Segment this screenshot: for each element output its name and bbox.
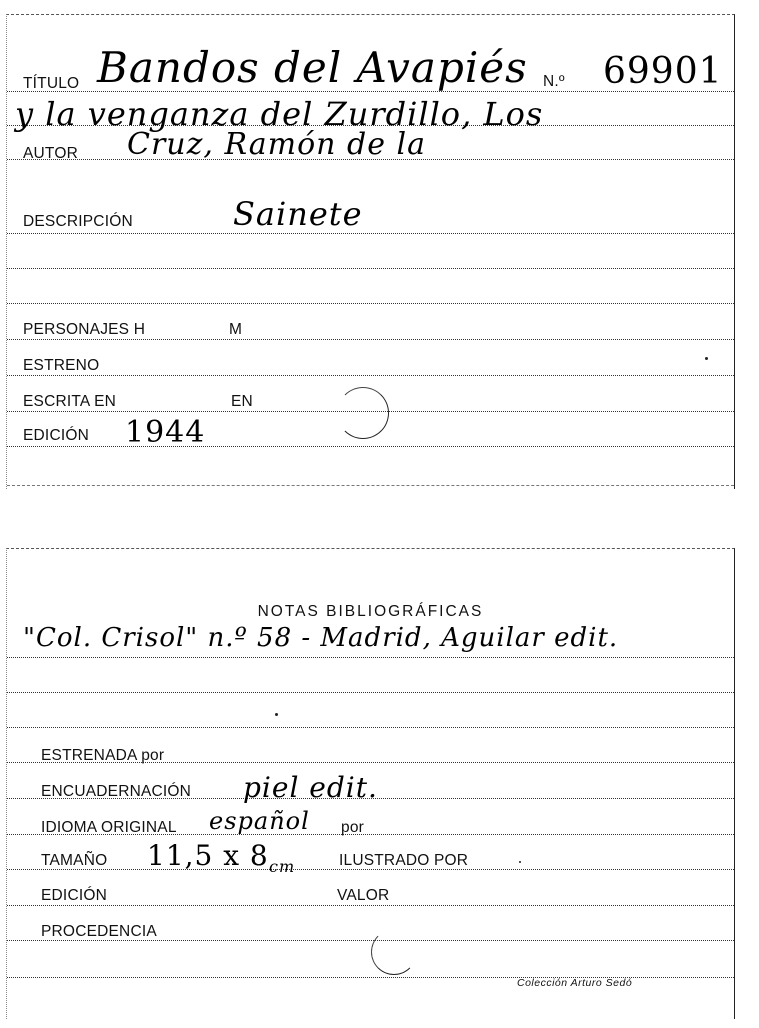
ruled-line (7, 375, 734, 376)
ruled-line (7, 692, 734, 693)
tamano-value: 11,5 x 8 (147, 839, 269, 872)
tamano-unit: cm (269, 857, 296, 876)
edicion-label: EDICIÓN (41, 887, 107, 904)
titulo-value: Bandos del Avapiés (97, 43, 528, 92)
idioma-value: español (209, 807, 310, 835)
titulo-value-continued: y la venganza del Zurdillo, Los (15, 95, 544, 133)
idioma-por-label: por (341, 819, 365, 836)
descripcion-label: DESCRIPCIÓN (23, 213, 133, 230)
personajes-label: PERSONAJES H (23, 321, 146, 338)
collection-stamp: Colección Arturo Sedó (517, 977, 633, 989)
edicion-label: EDICIÓN (23, 427, 89, 444)
notas-value: "Col. Crisol" n.º 58 - Madrid, Aguilar edit. (23, 623, 619, 653)
notas-bibliograficas-title: NOTAS BIBLIOGRÁFICAS (257, 603, 484, 620)
encuadernacion-value: piel edit. (243, 771, 378, 804)
card-bottom-edge (7, 485, 734, 486)
escrita-en-label: EN (231, 393, 253, 410)
punch-hole (371, 929, 417, 975)
ruled-line (7, 268, 734, 269)
procedencia-label: PROCEDENCIA (41, 923, 157, 940)
ilustrado-label: ILUSTRADO POR (339, 852, 469, 869)
titulo-label: TÍTULO (23, 75, 80, 92)
tamano-label: TAMAÑO (41, 852, 108, 869)
catalog-card-front (6, 14, 735, 489)
estreno-label: ESTRENO (23, 357, 100, 374)
ink-speck (705, 357, 708, 360)
numero-value: 69901 (603, 51, 723, 92)
numero-label: N.º (543, 73, 565, 90)
ruled-line (7, 339, 734, 340)
idioma-label: IDIOMA ORIGINAL (41, 819, 177, 836)
valor-label: VALOR (337, 887, 390, 904)
punch-hole (337, 387, 389, 439)
personajes-m-label: M (229, 321, 243, 338)
encuadernacion-label: ENCUADERNACIÓN (41, 783, 192, 800)
ink-speck (275, 713, 278, 716)
ruled-line (7, 446, 734, 447)
autor-label: AUTOR (23, 145, 78, 162)
descripcion-value: Sainete (233, 195, 363, 233)
catalog-card-back (6, 548, 735, 1019)
escrita-label: ESCRITA EN (23, 393, 117, 410)
ruled-line (7, 905, 734, 906)
estrenada-label: ESTRENADA por (41, 747, 165, 764)
ruled-line (7, 727, 734, 728)
ruled-line (7, 657, 734, 658)
edicion-value: 1944 (125, 415, 206, 450)
ruled-line (7, 233, 734, 234)
ink-speck (519, 861, 521, 863)
autor-value: Cruz, Ramón de la (127, 127, 426, 162)
ruled-line (7, 303, 734, 304)
